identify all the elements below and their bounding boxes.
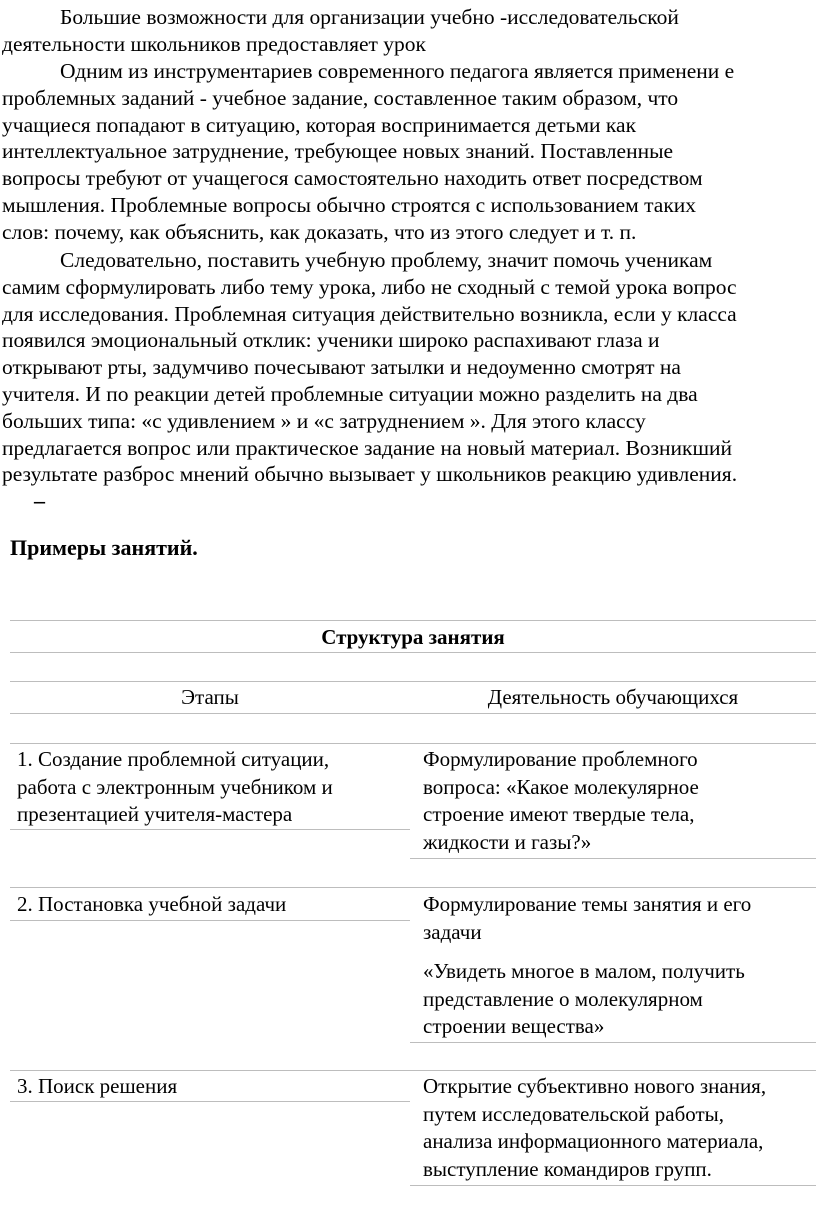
- header-stages: Этапы: [181, 685, 239, 709]
- text-line: результате разброс мнений обычно вызывает у школьников реакцию удивления.: [2, 462, 738, 487]
- row3-stage: [17, 1073, 177, 1101]
- table-title: Структура занятия: [321, 625, 505, 649]
- row2-activity-goal: [423, 958, 745, 1041]
- cell-line: строении вещества»: [423, 1014, 605, 1038]
- cell-line: вопроса: «Какое молекулярное: [423, 774, 699, 799]
- text-line: предлагается вопрос или практическое задание на новый материал. Возникший: [2, 435, 733, 460]
- text-line: учащиеся попадают в ситуацию, которая воспринимается детьми как: [2, 112, 637, 137]
- table-rule: [10, 829, 410, 830]
- cell-line: «Увидеть многое в малом, получить: [423, 959, 745, 983]
- table-rule: [410, 1042, 816, 1043]
- text-line: слов: почему, как объяснить, как доказать, что из этого следует и т. п.: [2, 219, 637, 244]
- table-rule: [10, 920, 410, 921]
- dash-mark: –: [34, 488, 45, 513]
- table-rule: [10, 620, 816, 621]
- text-line: проблемных заданий - учебное задание, составленное таким образом, что: [2, 85, 679, 110]
- text-line: интеллектуальное затруднение, требующее новых знаний. Поставленные: [2, 139, 674, 164]
- examples-heading: Примеры занятий.: [10, 535, 198, 560]
- table-rule: [410, 858, 816, 859]
- text-line: самим сформулировать либо тему урока, либо не сходный с темой урока вопрос: [2, 274, 737, 299]
- table-rule: [410, 1185, 816, 1186]
- table-rule: [10, 713, 816, 714]
- row1-stage: [17, 746, 333, 829]
- text-line: Одним из инструментариев современного педагога является применени е: [60, 59, 735, 83]
- table-rule: [10, 887, 816, 888]
- row1-activity: [423, 746, 699, 856]
- cell-line: жидкости и газы?»: [423, 829, 592, 854]
- cell-line: 1. Создание проблемной ситуации,: [17, 747, 330, 771]
- cell-line: строение имеют твердые тела,: [423, 802, 695, 826]
- cell-line: выступление командиров групп.: [423, 1156, 712, 1181]
- text-line: больших типа: «с удивлением » и «с затруднением ». Для этого классу: [2, 408, 646, 433]
- text-line: открывают рты, задумчиво почесывают затылки и недоуменно смотрят на: [2, 355, 681, 380]
- cell-line: анализа информационного материала,: [423, 1129, 764, 1153]
- table-rule: [10, 1070, 816, 1071]
- cell-line: 2. Постановка учебной задачи: [17, 892, 287, 916]
- table-rule: [10, 652, 816, 653]
- text-line: Следовательно, поставить учебную проблему, значит помочь ученикам: [60, 248, 713, 272]
- cell-line: работа с электронным учебником и: [17, 774, 333, 799]
- row3-activity: [423, 1073, 766, 1183]
- text-line: мышления. Проблемные вопросы обычно строятся с использованием таких: [2, 192, 697, 217]
- cell-line: задачи: [423, 919, 482, 944]
- cell-line: Формулирование темы занятия и его: [423, 892, 752, 916]
- cell-line: путем исследовательской работы,: [423, 1101, 725, 1126]
- row2-activity: [423, 891, 751, 946]
- cell-line: Формулирование проблемного: [423, 747, 698, 771]
- table-rule: [10, 681, 816, 682]
- cell-line: представление о молекулярном: [423, 986, 703, 1011]
- paragraph-problem: [2, 247, 816, 488]
- text-line: учителя. И по реакции детей проблемные ситуации можно разделить на два: [2, 381, 698, 406]
- cell-line: 3. Поиск решения: [17, 1074, 178, 1098]
- cell-line: Открытие субъективно нового знания,: [423, 1074, 767, 1098]
- text-line: для исследования. Проблемная ситуация действительно возникла, если у класса: [2, 301, 737, 326]
- header-activity: Деятельность обучающихся: [487, 685, 739, 709]
- cell-line: презентацией учителя-мастера: [17, 802, 293, 826]
- text-line: появился эмоциональный отклик: ученики широко распахивают глаза и: [2, 328, 660, 353]
- paragraph-intro: [2, 4, 816, 58]
- paragraph-tools: [2, 58, 816, 246]
- table-rule: [10, 743, 816, 744]
- text-line: деятельности школьников предоставляет урок: [2, 31, 426, 56]
- row2-stage: [17, 891, 286, 919]
- text-line: вопросы требуют от учащегося самостоятельно находить ответ посредством: [2, 166, 703, 191]
- table-rule: [10, 1101, 410, 1102]
- text-line: Большие возможности для организации учебно -исследовательской: [60, 5, 679, 29]
